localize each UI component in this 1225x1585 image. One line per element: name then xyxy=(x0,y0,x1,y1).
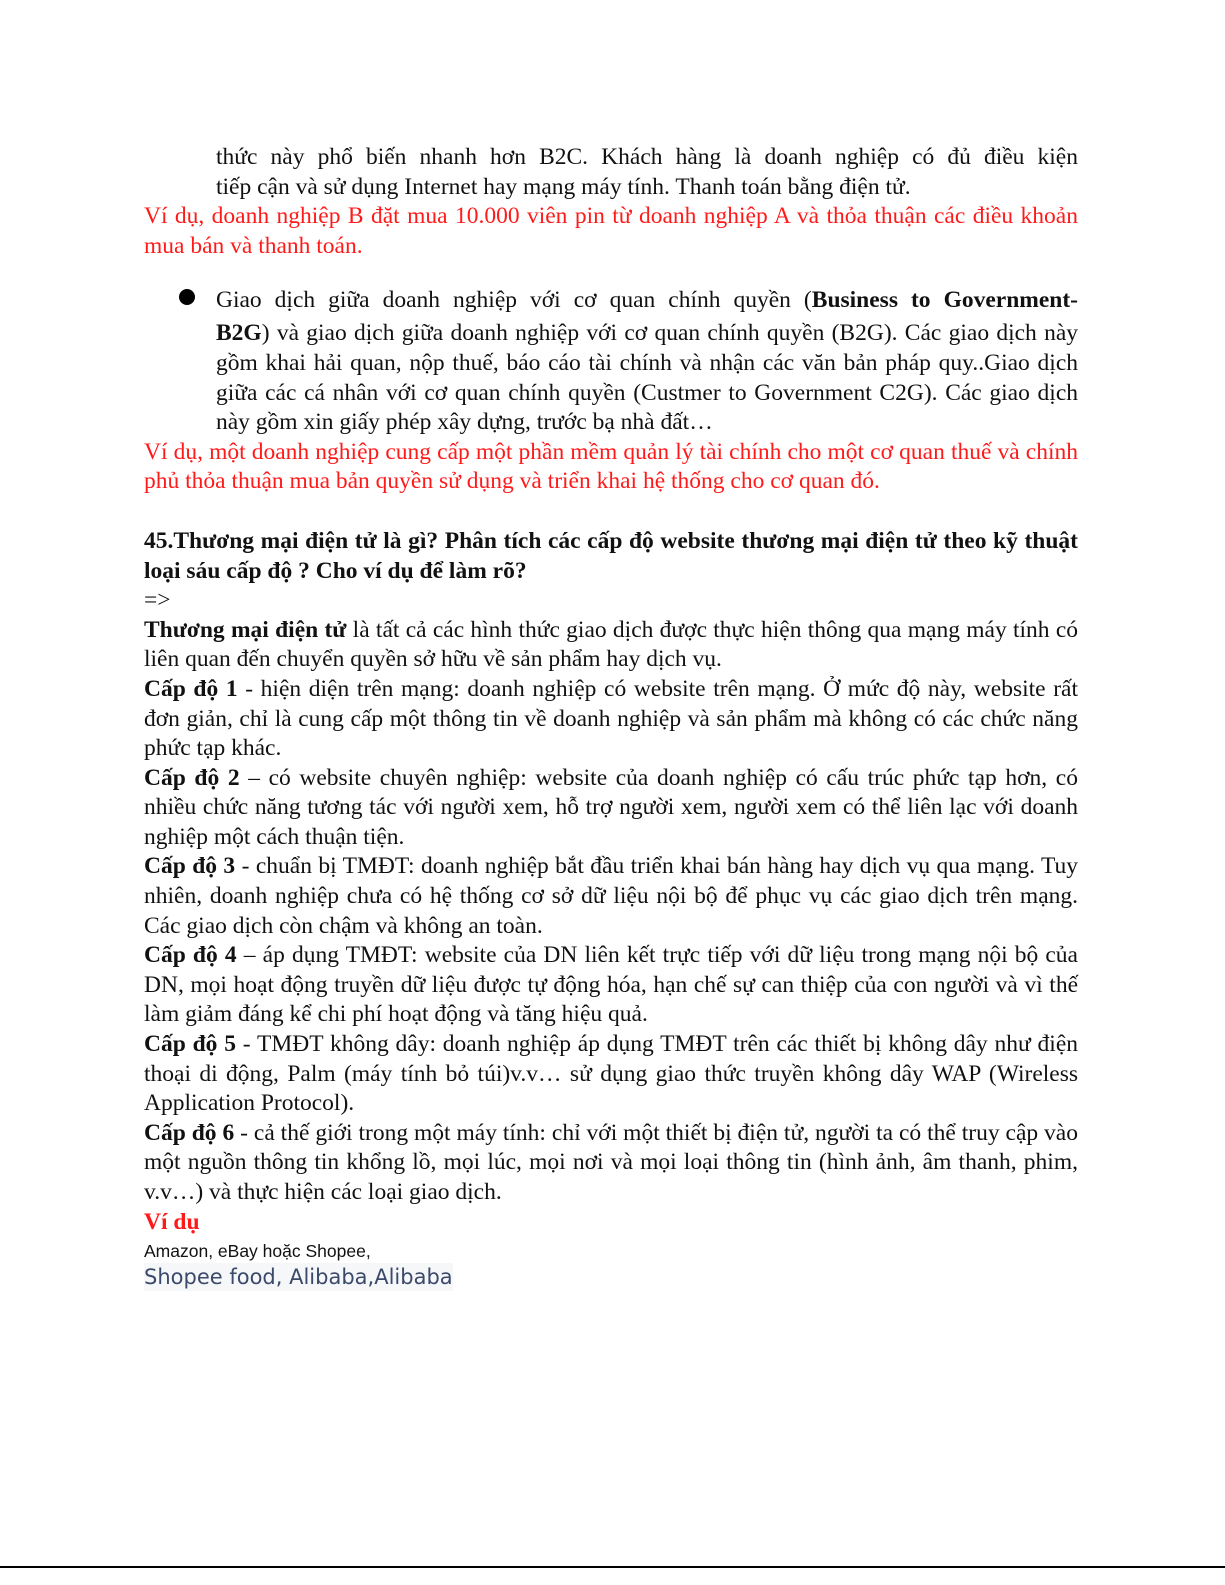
level-text: – có website chuyên nghiệp: website của doanh nghiệp có cấu trúc phức tạp hơn, có nhiều chức năng tương tác với người xem, hỗ trợ người xem, người xem có thể liên lạc với doanh nghiệp một cách thuận tiện. xyxy=(144,764,1078,850)
level-text: - TMĐT không dây: doanh nghiệp áp dụng TMĐT trên các thiết bị không dây như điện thoại di động, Palm (máy tính bỏ túi)v.v… sử dụng giao thức truyền không dây WAP (Wireless Application Protocol). xyxy=(144,1031,1078,1117)
level-3-paragraph xyxy=(144,852,1078,941)
definition-term: Thương mại điện tử xyxy=(144,616,347,643)
b2g-bullet-item xyxy=(144,281,1078,437)
level-1-paragraph xyxy=(144,675,1078,764)
b2g-rest: ) và giao dịch giữa doanh nghiệp với cơ quan chính quyền (B2G). Các giao dịch này gồm khai hải quan, nộp thuế, báo cáo tài chính và nhận các văn bản pháp quy..Giao dịch giữa các cá nhân với cơ quan chính quyền (Custmer to Government C2G). Các giao dịch này gồm xin giấy phép xây dựng, trước bạ nhà đất… xyxy=(216,320,1078,436)
example-line-2: Shopee food, Alibaba,Alibaba xyxy=(144,1265,453,1290)
b2g-example: Ví dụ, một doanh nghiệp cung cấp một phần mềm quản lý tài chính cho một cơ quan thuế và chính phủ thỏa thuận mua bản quyền sử dụng và triển khai hệ thống cho cơ quan đó. xyxy=(144,438,1078,495)
bullet-dot-icon xyxy=(179,289,195,305)
definition-paragraph xyxy=(144,616,1078,675)
b2g-bold-term: Business to Government- xyxy=(811,287,1078,314)
b2g-abbrev: B2G xyxy=(216,320,262,347)
b2b-example: Ví dụ, doanh nghiệp B đặt mua 10.000 viên pin từ doanh nghiệp A và thỏa thuận các điều khoản mua bán và thanh toán. xyxy=(144,203,1078,259)
definition-text: là tất cả các hình thức giao dịch được thực hiện thông qua mạng máy tính có liên quan đến chuyển quyền sở hữu về sản phẩm hay dịch vụ. xyxy=(144,616,1078,673)
b2g-first-line xyxy=(216,281,1078,319)
page-bottom-divider xyxy=(0,1566,1225,1568)
level-6-paragraph xyxy=(144,1119,1078,1208)
level-text: – áp dụng TMĐT: website của DN liên kết trực tiếp với dữ liệu trong mạng nội bộ của DN, mọi hoạt động truyền dữ liệu được tự động hóa, hạn chế sự can thiệp của con người và vì thế làm giảm đáng kể chi phí hoạt động và tăng hiệu quả. xyxy=(144,942,1078,1028)
b2b-text-line-1: thức này phổ biến nhanh hơn B2C. Khách hàng là doanh nghiệp có đủ điều kiện xyxy=(216,144,1078,170)
level-label: Cấp độ 3 xyxy=(144,853,236,880)
answer-arrow: => xyxy=(144,587,171,614)
b2g-lead: Giao dịch giữa doanh nghiệp với cơ quan chính quyền ( xyxy=(216,287,812,314)
b2g-body xyxy=(216,319,1078,437)
example-line-1: Amazon, eBay hoặc Shopee, xyxy=(144,1241,371,1262)
level-label: Cấp độ 4 xyxy=(144,942,237,969)
example-heading xyxy=(144,1208,1078,1238)
level-text: - chuẩn bị TMĐT: doanh nghiệp bắt đầu triển khai bán hàng hay dịch vụ qua mạng. Tuy nhiên, doanh nghiệp chưa có hệ thống cơ sở dữ liệu nội bộ để phục vụ các giao dịch trên mạng. Các giao dịch còn chậm và không an toàn. xyxy=(144,853,1078,939)
level-4-paragraph xyxy=(144,941,1078,1030)
document-content xyxy=(144,143,1078,1293)
b2b-text-line-2: tiếp cận và sử dụng Internet hay mạng máy tính. Thanh toán bằng điện tử. xyxy=(216,173,911,200)
example-label: Ví dụ xyxy=(144,1208,200,1235)
level-5-paragraph xyxy=(144,1030,1078,1119)
question-heading: 45.Thương mại điện tử là gì? Phân tích các cấp độ website thương mại điện tử theo kỹ thuật loại sáu cấp độ ? Cho ví dụ để làm rõ? xyxy=(144,527,1078,584)
level-label: Cấp độ 2 xyxy=(144,764,240,791)
level-label: Cấp độ 5 xyxy=(144,1031,236,1058)
level-label: Cấp độ 1 xyxy=(144,675,238,702)
level-text: - cả thế giới trong một máy tính: chỉ với một thiết bị điện tử, người ta có thể truy cập vào một nguồn thông tin khổng lồ, mọi lúc, mọi nơi và mọi loại thông tin (hình ảnh, âm thanh, phim, v.v…) và thực hiện các loại giao dịch. xyxy=(144,1119,1078,1205)
example-line-2-wrapper xyxy=(144,1263,1078,1293)
level-2-paragraph xyxy=(144,764,1078,853)
level-text: - hiện diện trên mạng: doanh nghiệp có website trên mạng. Ở mức độ này, website rất đơn giản, chỉ là cung cấp một thông tin về doanh nghiệp và sản phẩm mà không có các chức năng phức tạp khác. xyxy=(144,675,1078,762)
level-label: Cấp độ 6 xyxy=(144,1119,235,1146)
